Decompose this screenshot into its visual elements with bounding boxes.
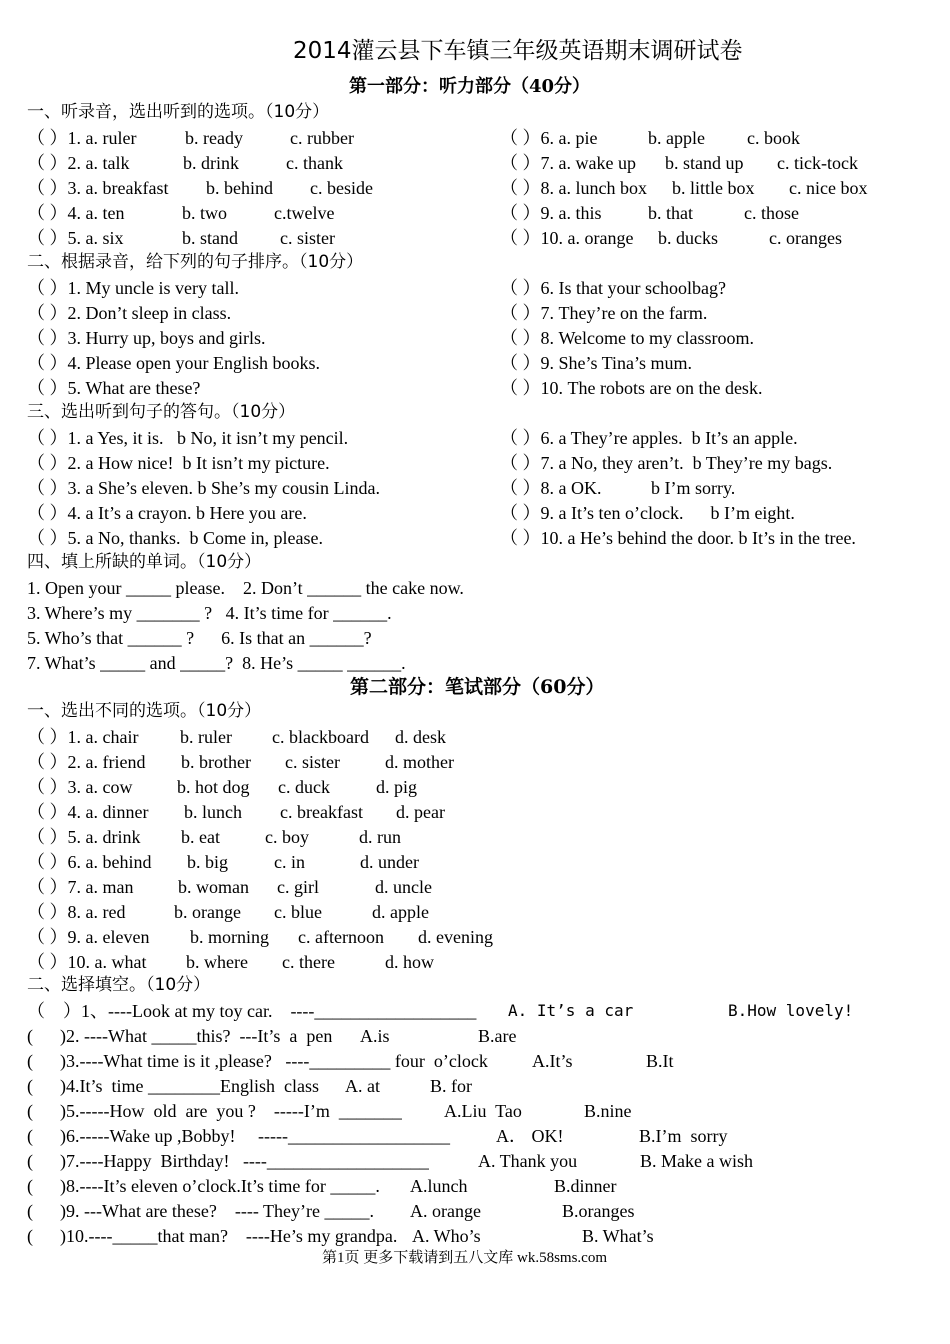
question-line: （ ）7. They’re on the farm. (500, 303, 708, 323)
option-b: B. What’s (582, 1226, 654, 1246)
option-a: A.Liu Tao (444, 1101, 522, 1121)
option-a: A. It’s a car (508, 1001, 634, 1020)
option-c: c. girl (277, 877, 319, 897)
question-line: ( )4.It’s time ________English class (27, 1076, 319, 1096)
question-line: （ ）9. a. eleven (27, 927, 150, 947)
option-a: A. orange (410, 1201, 481, 1221)
option-b: B. for (430, 1076, 472, 1096)
p1-s4-heading: 四、填上所缺的单词。（10分） (27, 552, 262, 572)
option-c: c.twelve (274, 203, 335, 223)
option-b: b. woman (178, 877, 249, 897)
option-d: d. desk (395, 727, 446, 747)
option-b: b. behind (206, 178, 273, 198)
option-d: d. mother (385, 752, 454, 772)
question-line: （ ）6. Is that your schoolbag? (500, 278, 726, 298)
question-line: （ ）5. What are these? (27, 378, 201, 398)
question-line: （ ）10. The robots are on the desk. (500, 378, 763, 398)
page-title: 2014灌云县下车镇三年级英语期末调研试卷 (293, 38, 743, 64)
question-line: （ ）2. a. friend (27, 752, 146, 772)
option-c: c. breakfast (280, 802, 363, 822)
question-line: ( )5.-----How old are you ? -----I’m _______ (27, 1101, 402, 1121)
option-b: b. drink (183, 153, 239, 173)
question-line: （ ）2. a. talk (27, 153, 130, 173)
option-a: A. at (345, 1076, 380, 1096)
option-d: d. how (385, 952, 434, 972)
option-b: b. stand (182, 228, 238, 248)
option-c: c. there (282, 952, 335, 972)
option-c: c. those (744, 203, 799, 223)
part1-heading: 第一部分：听力部分（40分） (349, 76, 591, 97)
question-line: （ ）4. Please open your English books. (27, 353, 320, 373)
question-line: （ ）3. a. cow (27, 777, 133, 797)
question-line: ( )3.----What time is it ,please? ----_________ four o’clock (27, 1051, 488, 1071)
question-line: （ ）1. My uncle is very tall. (27, 278, 239, 298)
p1-s2-heading: 二、根据录音，给下列的句子排序。（10分） (27, 252, 364, 272)
question-line: （ ）8. a OK. b I’m sorry. (500, 478, 736, 498)
option-b: b. morning (190, 927, 269, 947)
question-line: （ ）5. a. drink (27, 827, 141, 847)
option-c: c. tick-tock (777, 153, 858, 173)
question-line: （ ）9. a It’s ten o’clock. b I’m eight. (500, 503, 795, 523)
option-b: B.nine (584, 1101, 632, 1121)
option-b: b. two (182, 203, 227, 223)
option-d: d. pear (396, 802, 445, 822)
option-c: c. blue (274, 902, 322, 922)
question-line: （ ）7. a. man (27, 877, 134, 897)
option-c: c. oranges (769, 228, 842, 248)
p2-s2-heading: 二、选择填空。（10分） (27, 975, 211, 995)
option-d: d. pig (376, 777, 418, 797)
question-line: （ ）10. a. what (27, 952, 147, 972)
option-a: A. Thank you (478, 1151, 578, 1171)
option-b: b. that (648, 203, 693, 223)
option-b: B.are (478, 1026, 517, 1046)
option-a: A.It’s (532, 1051, 573, 1071)
fill-blank-line: 1. Open your _____ please. 2. Don’t ______ the cake now. (27, 578, 464, 598)
option-c: c. sister (285, 752, 340, 772)
p1-s3-heading: 三、选出听到句子的答句。（10分） (27, 402, 296, 422)
question-line: ( )9. ---What are these? ---- They’re _____. (27, 1201, 375, 1221)
question-line: （ ）8. a. red (27, 902, 126, 922)
question-line: （ ）9. a. this (500, 203, 602, 223)
fill-blank-line: 3. Where’s my _______ ? 4. It’s time for ______. (27, 603, 392, 623)
question-line: （ ）6. a. behind (27, 852, 152, 872)
option-b: b. orange (174, 902, 241, 922)
option-b: b. apple (648, 128, 705, 148)
question-line: （ ）1. a. ruler (27, 128, 137, 148)
fill-blank-line: 7. What’s _____ and _____? 8. He’s _____ ______. (27, 653, 406, 673)
option-b: b. brother (181, 752, 251, 772)
question-line: （ ）3. a. breakfast (27, 178, 169, 198)
option-b: b. ready (185, 128, 243, 148)
option-c: c. boy (265, 827, 309, 847)
option-b: B.I’m sorry (639, 1126, 728, 1146)
question-line: ( )7.----Happy Birthday! ----__________________ (27, 1151, 429, 1171)
option-c: c. duck (278, 777, 330, 797)
question-line: （ ）1、----Look at my toy car. ----__________________ (27, 1001, 477, 1021)
option-d: d. run (359, 827, 401, 847)
question-line: （ ）4. a It’s a crayon. b Here you are. (27, 503, 307, 523)
option-c: c. thank (286, 153, 343, 173)
option-d: d. evening (418, 927, 493, 947)
question-line: （ ）5. a. six (27, 228, 124, 248)
question-line: （ ）4. a. ten (27, 203, 125, 223)
option-b: b. ducks (658, 228, 718, 248)
option-d: d. under (360, 852, 419, 872)
option-c: c. beside (310, 178, 373, 198)
fill-blank-line: 5. Who’s that ______ ? 6. Is that an ______? (27, 628, 372, 648)
question-line: ( )6.-----Wake up ,Bobby! -----__________________ (27, 1126, 450, 1146)
option-b: B.oranges (562, 1201, 635, 1221)
option-c: c. afternoon (298, 927, 384, 947)
part2-heading: 第二部分：笔试部分（60分） (350, 676, 605, 698)
p1-s1-heading: 一、听录音，选出听到的选项。（10分） (27, 102, 330, 122)
question-line: （ ）7. a. wake up (500, 153, 636, 173)
option-c: c. book (747, 128, 800, 148)
p2-s1-heading: 一、选出不同的选项。（10分） (27, 701, 262, 721)
option-d: d. apple (372, 902, 429, 922)
option-b: b. eat (181, 827, 220, 847)
question-line: （ ）10. a He’s behind the door. b It’s in the tree. (500, 528, 856, 548)
option-b: b. lunch (184, 802, 242, 822)
option-b: b. big (187, 852, 229, 872)
option-b: b. hot dog (177, 777, 250, 797)
page-footer: 第1页 更多下载请到五八文库 wk.58sms.com (322, 1250, 608, 1266)
question-line: （ ）8. a. lunch box (500, 178, 647, 198)
question-line: （ ）1. a Yes, it is. b No, it isn’t my pencil. (27, 428, 349, 448)
option-c: c. nice box (789, 178, 868, 198)
question-line: （ ）7. a No, they aren’t. b They’re my bags. (500, 453, 833, 473)
question-line: （ ）9. She’s Tina’s mum. (500, 353, 693, 373)
option-c: c. sister (280, 228, 335, 248)
question-line: ( )2. ----What _____this? ---It’s a pen (27, 1026, 333, 1046)
question-line: （ ）6. a. pie (500, 128, 598, 148)
question-line: （ ）10. a. orange (500, 228, 634, 248)
option-b: b. little box (672, 178, 755, 198)
option-b: b. ruler (180, 727, 232, 747)
question-line: （ ）8. Welcome to my classroom. (500, 328, 755, 348)
question-line: （ ）6. a They’re apples. b It’s an apple. (500, 428, 798, 448)
option-b: B.How lovely! (728, 1001, 854, 1020)
option-b: b. stand up (665, 153, 744, 173)
question-line: （ ）4. a. dinner (27, 802, 149, 822)
option-b: B. Make a wish (640, 1151, 753, 1171)
question-line: （ ）3. Hurry up, boys and girls. (27, 328, 266, 348)
question-line: （ ）5. a No, thanks. b Come in, please. (27, 528, 323, 548)
option-a: A.lunch (410, 1176, 468, 1196)
option-a: A. Who’s (412, 1226, 481, 1246)
question-line: （ ）3. a She’s eleven. b She’s my cousin Linda. (27, 478, 380, 498)
option-b: B.dinner (554, 1176, 617, 1196)
question-line: （ ）2. a How nice! b It isn’t my picture. (27, 453, 330, 473)
option-a: A.is (360, 1026, 390, 1046)
question-line: （ ）1. a. chair (27, 727, 139, 747)
question-line: ( )8.----It’s eleven o’clock.It’s time for _____. (27, 1176, 380, 1196)
option-a: A． OK! (496, 1126, 564, 1146)
option-c: c. blackboard (272, 727, 369, 747)
option-b: b. where (186, 952, 248, 972)
option-b: B.It (646, 1051, 674, 1071)
question-line: （ ）2. Don’t sleep in class. (27, 303, 232, 323)
option-c: c. rubber (290, 128, 354, 148)
question-line: ( )10.----_____that man? ----He’s my grandpa. (27, 1226, 398, 1246)
option-c: c. in (274, 852, 305, 872)
option-d: d. uncle (375, 877, 432, 897)
